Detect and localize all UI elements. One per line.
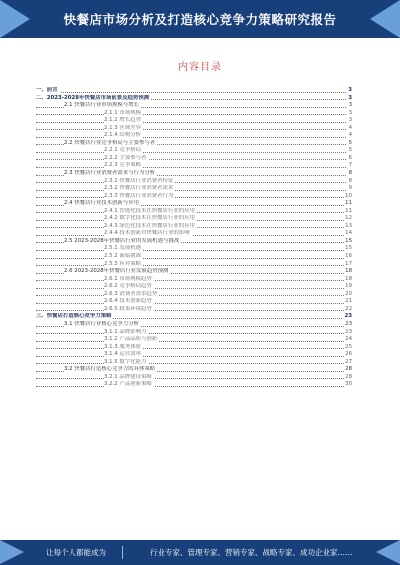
toc-entry[interactable]	[36, 147, 352, 155]
toc-entry-page-number: 22	[345, 305, 352, 312]
toc-entry[interactable]	[36, 336, 352, 344]
toc-entry-page-number: 23	[345, 328, 352, 335]
toc-entry[interactable]	[36, 155, 352, 163]
toc-entry-page-number: 12	[345, 215, 352, 222]
toc-entry-label: 3.1.2 产品品质与创新	[104, 336, 158, 343]
toc-entry-label: 2.1.3 区域差异	[104, 124, 141, 131]
toc-entry[interactable]	[36, 162, 352, 170]
toc-dot-leader	[36, 341, 346, 342]
table-of-contents	[36, 87, 352, 389]
toc-entry-label: 2.2.3 竞争策略	[104, 162, 141, 169]
toc-entry[interactable]	[36, 283, 352, 291]
toc-entry-page-number: 28	[345, 373, 352, 380]
toc-dot-leader	[36, 197, 346, 198]
toc-dot-leader	[36, 295, 346, 296]
toc-entry[interactable]	[36, 313, 352, 321]
toc-entry-page-number: 20	[345, 290, 352, 297]
toc-entry-page-number: 30	[345, 381, 352, 388]
toc-entry[interactable]	[36, 276, 352, 284]
toc-entry[interactable]	[36, 208, 352, 216]
toc-entry-label: 2.2 快餐店行业竞争格局与主要参与者	[64, 139, 156, 146]
report-footer-banner	[0, 540, 400, 565]
toc-entry-page-number: 13	[345, 222, 352, 229]
toc-entry-page-number: 3	[348, 87, 352, 93]
toc-entry-page-number: 8	[348, 177, 352, 184]
toc-dot-leader	[36, 333, 346, 334]
toc-entry[interactable]	[36, 140, 352, 148]
toc-entry-label: 2.2.2 主要参与者	[104, 154, 147, 161]
toc-entry[interactable]	[36, 117, 352, 125]
toc-entry-page-number: 15	[345, 237, 352, 244]
footer-left-chevron-decoration	[0, 540, 24, 564]
toc-dot-leader	[36, 92, 346, 93]
toc-dot-leader	[36, 348, 346, 349]
toc-entry-page-number: 3	[348, 109, 352, 116]
toc-dot-leader	[36, 114, 346, 115]
toc-entry[interactable]	[36, 253, 352, 261]
toc-entry-page-number: 11	[345, 200, 352, 207]
toc-entry-label: 2.6.2 竞争格局趋势	[104, 283, 152, 290]
toc-entry-page-number: 15	[345, 245, 352, 252]
toc-entry[interactable]	[36, 87, 352, 95]
footer-slogan-left: 让每个人都能成为	[46, 548, 106, 557]
toc-dot-leader	[36, 122, 346, 123]
toc-entry-label: 3.2 快餐店打造核心竞争力的具体策略	[64, 366, 156, 373]
toc-dot-leader	[36, 303, 346, 304]
toc-entry-label: 2.3.1 快餐店行业消费者特征	[104, 177, 174, 184]
toc-entry-page-number: 4	[348, 132, 352, 139]
toc-dot-leader	[36, 152, 346, 153]
toc-entry-label: 2.4.3 绿色化技术在快餐店行业的应用	[104, 222, 195, 229]
toc-dot-leader	[36, 378, 346, 379]
toc-entry-page-number: 3	[348, 102, 352, 109]
toc-dot-leader	[36, 363, 346, 364]
toc-entry[interactable]	[36, 245, 352, 253]
toc-entry-page-number: 4	[348, 124, 352, 131]
toc-entry-label: 2.1.1 市场规模	[104, 109, 141, 116]
toc-entry-label: 3.2.2 产品创新策略	[104, 381, 152, 388]
toc-entry-page-number: 23	[345, 320, 352, 327]
toc-dot-leader	[36, 310, 346, 311]
toc-entry[interactable]	[36, 381, 352, 389]
toc-entry-label: 2.5 2023-2028年快餐店行业的发展机遇与挑战	[64, 237, 180, 244]
footer-divider	[122, 546, 123, 559]
toc-entry-label: 2.1.4 结构分析	[104, 132, 141, 139]
toc-entry-label: 2.6.1 市场规模趋势	[104, 275, 152, 282]
toc-entry-page-number: 7	[348, 162, 352, 169]
toc-entry-page-number: 25	[345, 343, 352, 350]
toc-dot-leader	[36, 137, 346, 138]
toc-entry-page-number: 26	[345, 351, 352, 358]
toc-entry[interactable]	[36, 366, 352, 374]
toc-entry-label: 3.1.4 运营效率	[104, 351, 141, 358]
toc-entry-page-number: 23	[344, 313, 352, 320]
toc-entry-page-number: 18	[345, 268, 352, 275]
toc-entry[interactable]	[36, 125, 352, 133]
toc-entry-label: 2.4.2 数字化技术在快餐店行业的应用	[104, 215, 195, 222]
toc-entry[interactable]	[36, 374, 352, 382]
toc-entry[interactable]	[36, 291, 352, 299]
toc-entry-page-number: 6	[348, 154, 352, 161]
toc-entry-label: 三、快餐店打造核心竞争力策略	[36, 313, 112, 320]
toc-entry[interactable]	[36, 170, 352, 178]
footer-slogan-right: 行业专家、管理专家、营销专家、战略专家、成功企业家……	[150, 548, 353, 557]
toc-entry-label: 2.5.3 应对策略	[104, 260, 141, 267]
toc-entry-page-number: 5	[348, 147, 352, 154]
toc-entry[interactable]	[36, 321, 352, 329]
toc-entry-page-number: 3	[348, 117, 352, 124]
toc-entry-page-number: 19	[345, 283, 352, 290]
toc-entry-label: 2.4.4 技术创新对快餐店行业的影响	[104, 230, 190, 237]
toc-entry[interactable]	[36, 351, 352, 359]
toc-entry[interactable]	[36, 185, 352, 193]
toc-entry-label: 2.6 2023-2028年快餐店行业发展趋势预测	[64, 268, 169, 275]
toc-dot-leader	[36, 250, 346, 251]
toc-entry[interactable]	[36, 261, 352, 269]
toc-entry[interactable]	[36, 230, 352, 238]
toc-entry-label: 2.6.5 政策环境趋势	[104, 305, 152, 312]
toc-entry[interactable]	[36, 329, 352, 337]
toc-entry[interactable]	[36, 306, 352, 314]
toc-entry-page-number: 11	[345, 207, 352, 214]
report-header-banner	[0, 0, 400, 38]
toc-entry[interactable]	[36, 95, 352, 103]
toc-entry-page-number: 17	[345, 260, 352, 267]
toc-entry-page-number: 3	[348, 94, 352, 101]
report-title: 快餐店市场分析及打造核心竞争力策略研究报告	[63, 12, 337, 27]
toc-dot-leader	[36, 182, 346, 183]
toc-entry-label: 2.2.1 竞争格局	[104, 147, 141, 154]
toc-entry-label: 3.2.1 品牌建设策略	[104, 373, 152, 380]
toc-entry[interactable]	[36, 215, 352, 223]
toc-entry-label: 2.4.1 智能化技术在快餐店行业的应用	[104, 207, 195, 214]
toc-entry-page-number: 14	[345, 230, 352, 237]
toc-entry-label: 3.1.5 数字化能力	[104, 358, 147, 365]
toc-entry[interactable]	[36, 193, 352, 201]
toc-entry-label: 2.6.4 技术创新趋势	[104, 298, 152, 305]
toc-entry[interactable]	[36, 200, 352, 208]
toc-entry-page-number: 9	[348, 185, 352, 192]
toc-entry[interactable]	[36, 102, 352, 110]
toc-dot-leader	[36, 167, 346, 168]
toc-entry[interactable]	[36, 223, 352, 231]
toc-entry-label: 2.3 快餐店行业消费者需求与行为分析	[64, 170, 156, 177]
toc-entry[interactable]	[36, 132, 352, 140]
toc-entry-page-number: 28	[345, 366, 352, 373]
toc-entry[interactable]	[36, 359, 352, 367]
toc-entry-page-number: 24	[345, 336, 352, 343]
toc-dot-leader	[36, 159, 346, 160]
toc-dot-leader	[36, 190, 346, 191]
toc-entry-page-number: 8	[348, 170, 352, 177]
toc-entry[interactable]	[36, 238, 352, 246]
toc-dot-leader	[36, 280, 346, 281]
toc-entry-label: 2.1.2 增长趋势	[104, 117, 141, 124]
toc-heading: 内容目录	[178, 62, 222, 73]
toc-entry-label: 一、前言	[36, 87, 58, 93]
toc-entry-page-number: 10	[345, 192, 352, 199]
footer-right-chevron-decoration	[376, 540, 400, 564]
toc-entry-label: 2.5.1 发展机遇	[104, 245, 141, 252]
toc-entry-page-number: 21	[345, 298, 352, 305]
toc-entry-label: 2.1 快餐店行业市场规模与增长	[64, 102, 139, 109]
toc-entry-page-number: 27	[345, 358, 352, 365]
toc-entry-label: 3.1 快餐店行业核心竞争力分析	[64, 320, 139, 327]
toc-entry-label: 2.4 快餐店行业技术创新与应用	[64, 200, 139, 207]
toc-dot-leader	[36, 258, 346, 259]
toc-entry[interactable]	[36, 344, 352, 352]
toc-entry-label: 二、2023-2028年快餐店市场前景及趋势预测	[36, 94, 150, 101]
toc-dot-leader	[36, 386, 346, 387]
toc-entry[interactable]	[36, 298, 352, 306]
toc-entry-label: 2.6.3 消费者需求趋势	[104, 290, 158, 297]
toc-entry[interactable]	[36, 178, 352, 186]
toc-entry-page-number: 18	[345, 275, 352, 282]
toc-entry-page-number: 5	[348, 139, 352, 146]
toc-entry-label: 2.3.3 快餐店行业消费者行为	[104, 192, 174, 199]
toc-entry[interactable]	[36, 268, 352, 276]
toc-dot-leader	[36, 265, 346, 266]
toc-entry-label: 3.1.1 品牌影响力	[104, 328, 147, 335]
toc-entry-label: 2.3.2 快餐店行业消费者需求	[104, 185, 174, 192]
toc-dot-leader	[36, 129, 346, 130]
toc-entry-label: 2.5.2 面临挑战	[104, 253, 141, 260]
toc-entry[interactable]	[36, 110, 352, 118]
toc-entry-label: 3.1.3 服务体验	[104, 343, 141, 350]
toc-entry-page-number: 16	[345, 253, 352, 260]
toc-dot-leader	[36, 356, 346, 357]
toc-dot-leader	[36, 288, 346, 289]
